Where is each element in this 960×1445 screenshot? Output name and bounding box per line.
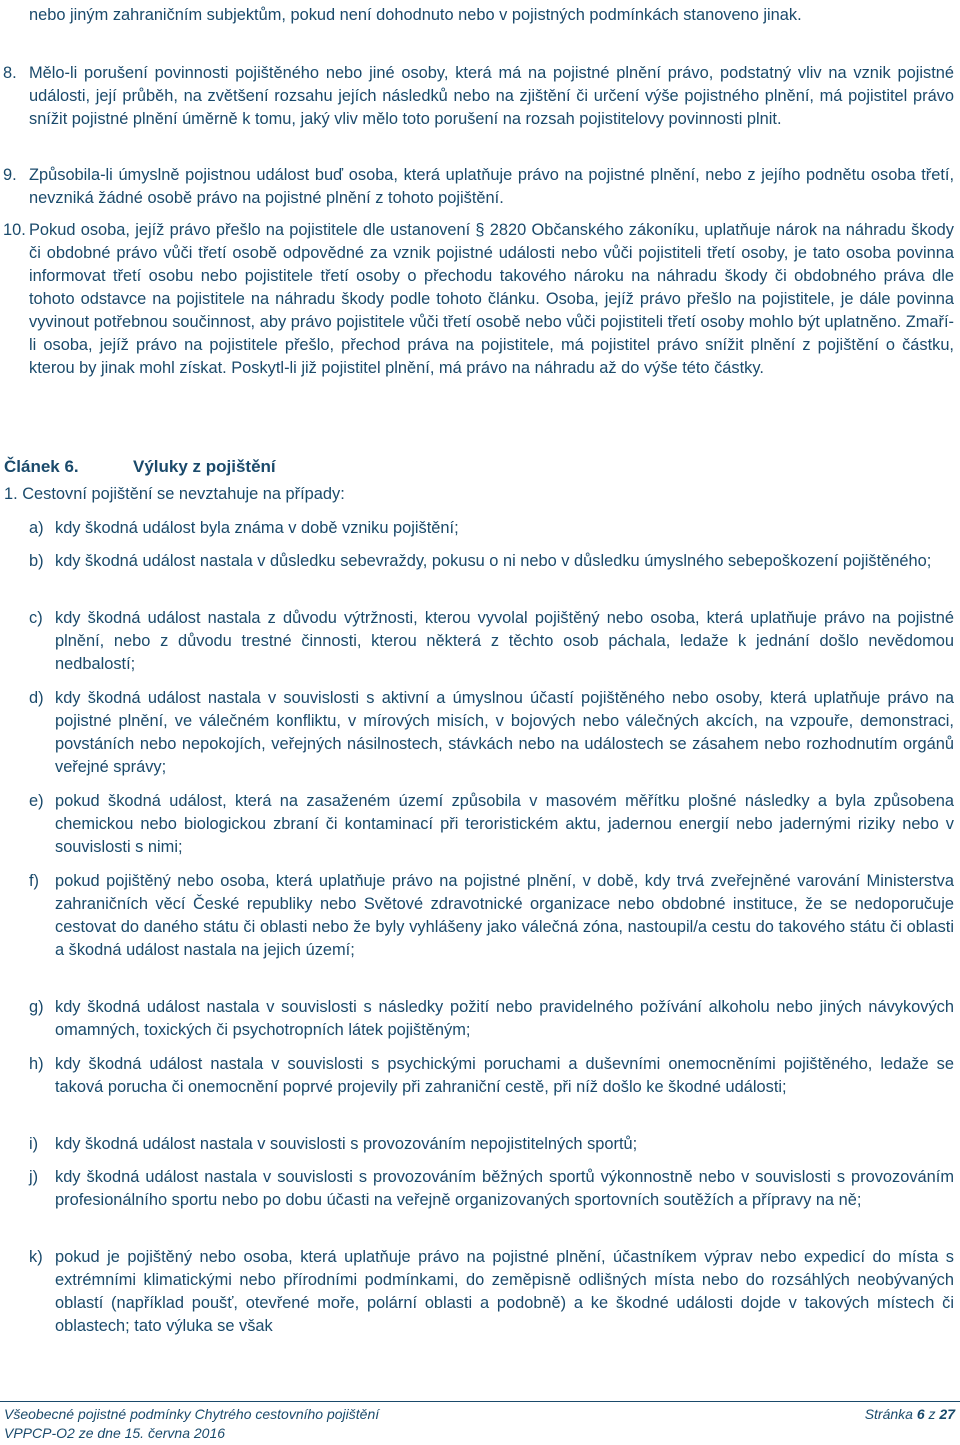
item-letter-h: h) [29,1055,44,1073]
item-g: kdy škodná událost nastala v souvislosti s následky požití nebo pravidelného požívání alkoholu nebo jiných návykových omamných, toxických či psychotropních látek pojištěným; [55,998,954,1039]
item-letter-a: a) [29,519,44,537]
paragraph-8: Mělo-li porušení povinnosti pojištěného nebo jiné osoby, která má na pojistné plnění právo, podstatný vliv na vznik pojistné události, její průběh, na zvětšení rozsahu jejích následků nebo na zjištění či určení výše pojistného plnění, má pojistitel právo snížit pojistné plnění úměrně k tomu, jaký vliv mělo toto porušení na rozsah pojistitelovy povinnosti plnit. [29,64,954,128]
item-letter-f: f) [29,872,40,890]
item-f: pokud pojištěný nebo osoba, která uplatňuje právo na pojistné plnění, v době, kdy trvá zveřejněné varování Ministerstva zahraničních věcí České republiky nebo Světové zdravotnické organizace nebo obdobné instituce, že se nedoporučuje cestovat do daného státu či oblasti nebo že byly vyhlášeny jako válečná zóna, nastoupil/a cestu do takového státu či oblasti a škodná událost nastala na jejich území; [55,872,954,959]
item-j: kdy škodná událost nastala v souvislosti s provozováním běžných sportů výkonnostně nebo v souvislosti s provozováním profesionálního sportu nebo po dobu účasti na veřejně organizovaných sportovních soutěžích a přípravy na ně; [55,1168,954,1209]
item-e: pokud škodná událost, která na zasaženém území způsobila v masovém měřítku plošné následky a byla způsobena chemickou nebo biologickou zbraní či kontaminací při teroristickém aktu, jadernou energií nebo jadernými riziky nebo v souvislosti s nimi; [55,792,954,856]
item-i: kdy škodná událost nastala v souvislosti s provozováním nepojistitelných sportů; [55,1135,638,1153]
footer-doc-code: VPPCP-O2 ze dne 15. června 2016 [4,1425,226,1441]
footer-page-number [865,1405,955,1424]
item-letter-j: j) [29,1168,39,1186]
article-intro: 1. Cestovní pojištění se nevztahuje na případy: [4,485,345,503]
item-c: kdy škodná událost nastala z důvodu výtržnosti, kterou vyvolal pojištěný nebo osoba, která uplatňuje právo na pojistné plnění, nebo z důvodu trestné činnosti, kterou některá z těchto osob páchala, ledaže k jednání došlo nevědomou nedbalostí; [55,609,954,673]
item-a: kdy škodná událost byla známa v době vzniku pojištění; [55,519,459,537]
item-letter-d: d) [29,689,44,707]
article-label: Článek 6. [4,457,79,476]
item-letter-b: b) [29,552,44,570]
page-separator: z [928,1406,936,1422]
paragraph-9: Způsobila-li úmyslně pojistnou událost buď osoba, která uplatňuje právo na pojistné plnění, nebo z jejího podnětu osoba třetí, nevzniká žádné osobě právo na pojistné plnění z tohoto pojištění. [29,166,954,207]
item-d: kdy škodná událost nastala v souvislosti s aktivní a úmyslnou účastí pojištěného nebo osoby, která uplatňuje právo na pojistné plnění, ve válečném konfliktu, v mírových misích, v bojových nebo válečných akcích, na vzpouře, demonstraci, povstáních nebo nepokojích, veřejných násilnostech, stávkách nebo na událostech se zásahem nebo rozhodnutím orgánů veřejné správy; [55,689,954,776]
page-current: 6 [916,1406,925,1422]
item-b: kdy škodná událost nastala v důsledku sebevraždy, pokusu o ni nebo v důsledku úmyslného sebepoškození pojištěného; [55,552,932,570]
paragraph-number-9: 9. [3,166,17,184]
paragraph-10: Pokud osoba, jejíž právo přešlo na pojistitele dle ustanovení § 2820 Občanského zákoníku, uplatňuje nárok na náhradu škody či obdobné právo vůči třetí osobě odpovědné za vznik pojistné události nebo vůči pojistiteli třetí osoby, je tato osoba povinna informovat třetí osobu nebo pojistitele třetí osoby o přechodu takového nároku na náhradu škody či obdobného práva dle tohoto odstavce na pojistitele na náhradu škody podle tohoto článku. Osoba, jejíž právo přešlo na pojistitele, je dále povinna vyvinout potřebnou součinnost, aby právo pojistitele vůči třetí osobě nebo vůči pojistiteli třetí osoby mohlo být uplatněno. Zmaří-li osoba, jejíž právo na pojistitele přešlo, přechod práva na pojistitele, má pojistitel právo snížit plnění z pojištění o částku, kterou by jinak mohl získat. Poskytl-li již pojistitel plnění, má právo na náhradu až do výše této částky. [29,221,954,377]
item-h: kdy škodná událost nastala v souvislosti s psychickými poruchami a duševními onemocněními pojištěného, ledaže se taková porucha či onemocnění poprvé projevily při zahraniční cestě, při níž došlo ke škodné události; [55,1055,954,1096]
footer-document-info [4,1405,379,1443]
paragraph-number-8: 8. [3,64,17,82]
item-letter-i: i) [29,1135,39,1153]
item-letter-g: g) [29,998,44,1016]
footer-divider [0,1401,960,1402]
article-title: Výluky z pojištění [133,457,276,476]
item-k: pokud je pojištěný nebo osoba, která uplatňuje právo na pojistné plnění, účastníkem výprav nebo expedicí do místa s extrémními klimatickými nebo přírodními podmínkami, do zeměpisně odlišných místa nebo do rozsáhlých neobývaných oblastí (například poušť, otevřené moře, polární oblasti a podobně) a ke škodné události dojde v takových místech či oblastech; tato výluka se však [55,1248,954,1335]
page-total: 27 [939,1406,955,1422]
page-prefix: Stránka [864,1406,913,1422]
footer-doc-title: Všeobecné pojistné podmínky Chytrého cestovního pojištění [4,1406,380,1422]
item-letter-e: e) [29,792,44,810]
item-letter-c: c) [29,609,43,627]
item-letter-k: k) [29,1248,43,1266]
article-heading [4,455,276,478]
paragraph-number-10: 10. [3,221,26,239]
intro-continuation: nebo jiným zahraničním subjektům, pokud není dohodnuto nebo v pojistných podmínkách stanoveno jinak. [29,6,802,24]
